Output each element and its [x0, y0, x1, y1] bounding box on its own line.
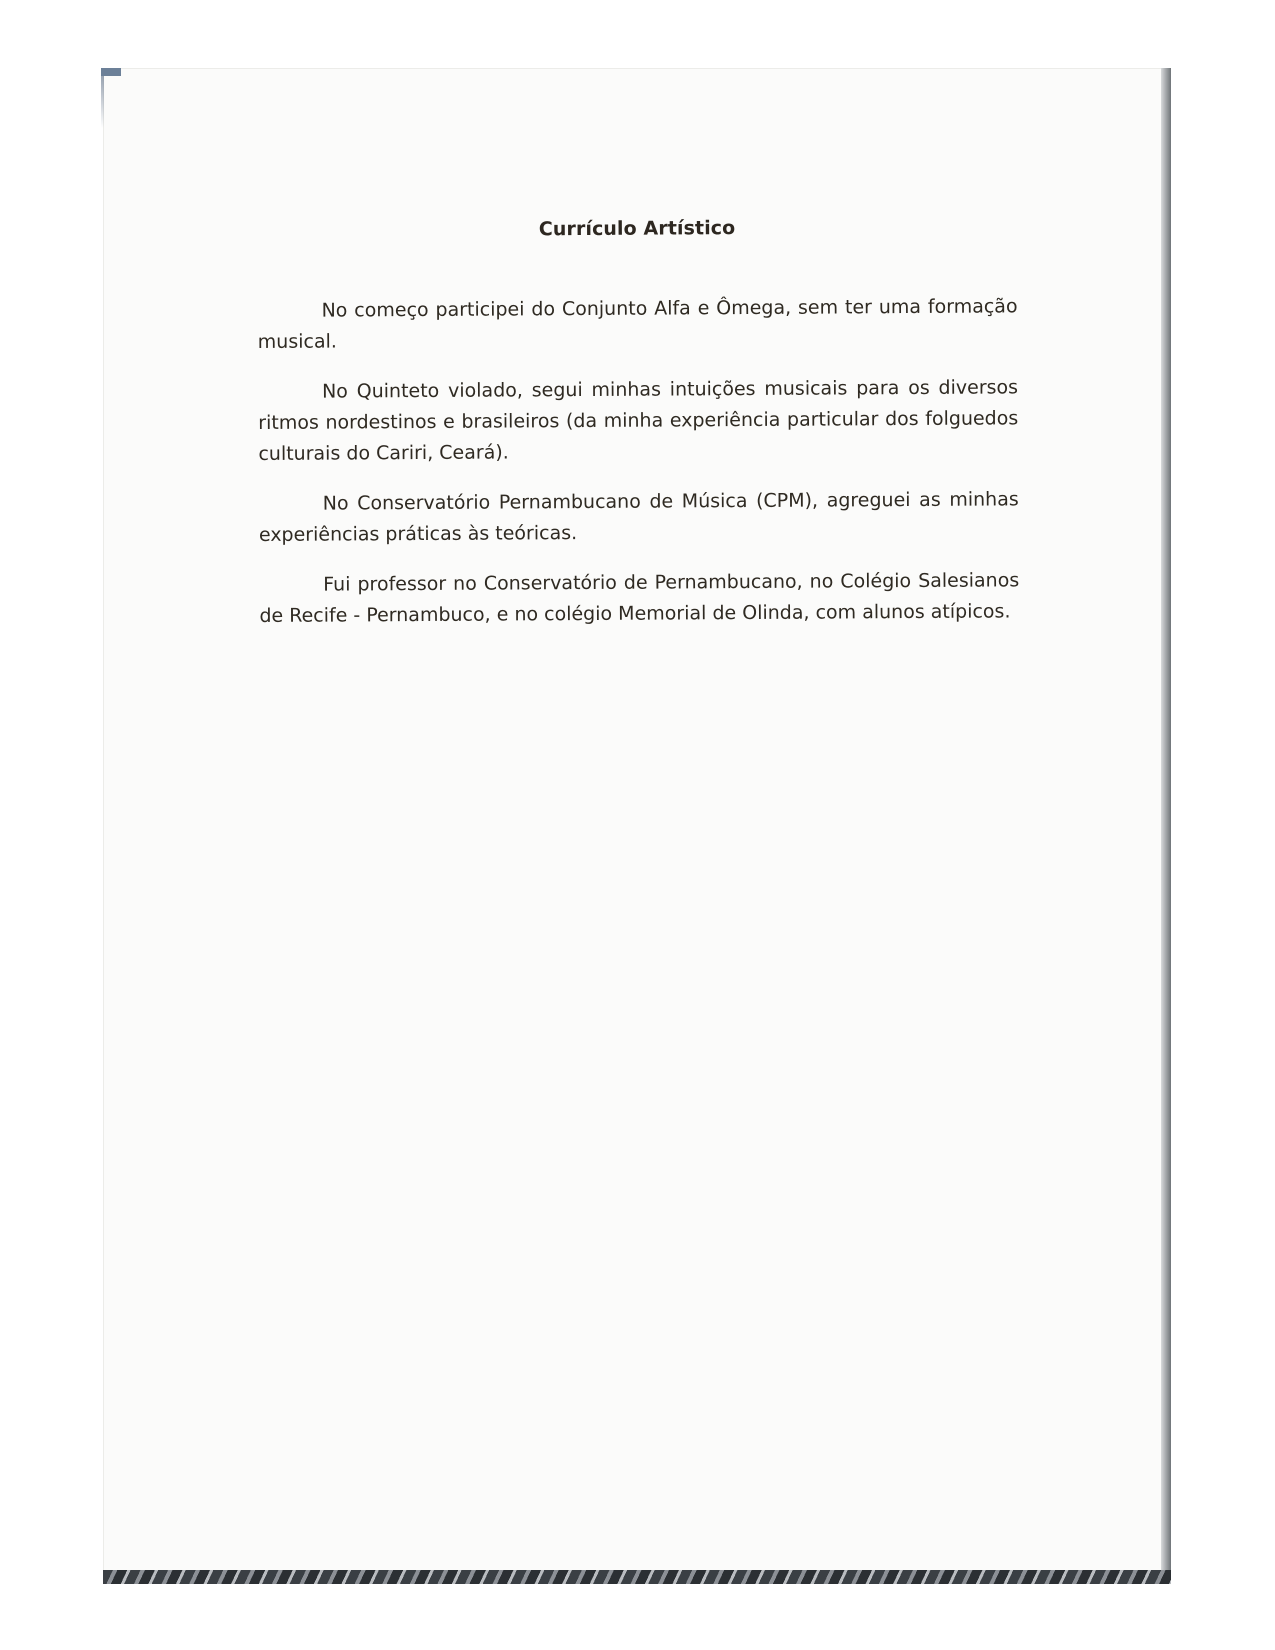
- paper-bottom-edge-texture: [103, 1570, 1171, 1584]
- corner-clip-mark: [101, 68, 121, 76]
- paragraph-professor: Fui professor no Conservatório de Pernambucano, no Colégio Salesianos de Recife - Pernambuco, e no colégio Memorial de Olinda, com alunos atípicos.: [259, 569, 1020, 627]
- paragraph-conservatorio: No Conservatório Pernambucano de Música (CPM), agreguei as minhas experiências práticas às teóricas.: [258, 488, 1019, 546]
- paragraph-alfa-omega: No começo participei do Conjunto Alfa e Ômega, sem ter uma formação musical.: [257, 295, 1018, 353]
- paper-right-edge-shadow: [1161, 68, 1171, 1580]
- document-body: [257, 215, 1020, 651]
- paper-left-edge-shadow: [101, 68, 104, 128]
- paragraph-quinteto-violado: No Quinteto violado, segui minhas intuições musicais para os diversos ritmos nordestinos e brasileiros (da minha experiência particular dos folguedos culturais do Cariri, Ceará).: [258, 376, 1019, 465]
- document-title: Currículo Artístico: [538, 217, 736, 241]
